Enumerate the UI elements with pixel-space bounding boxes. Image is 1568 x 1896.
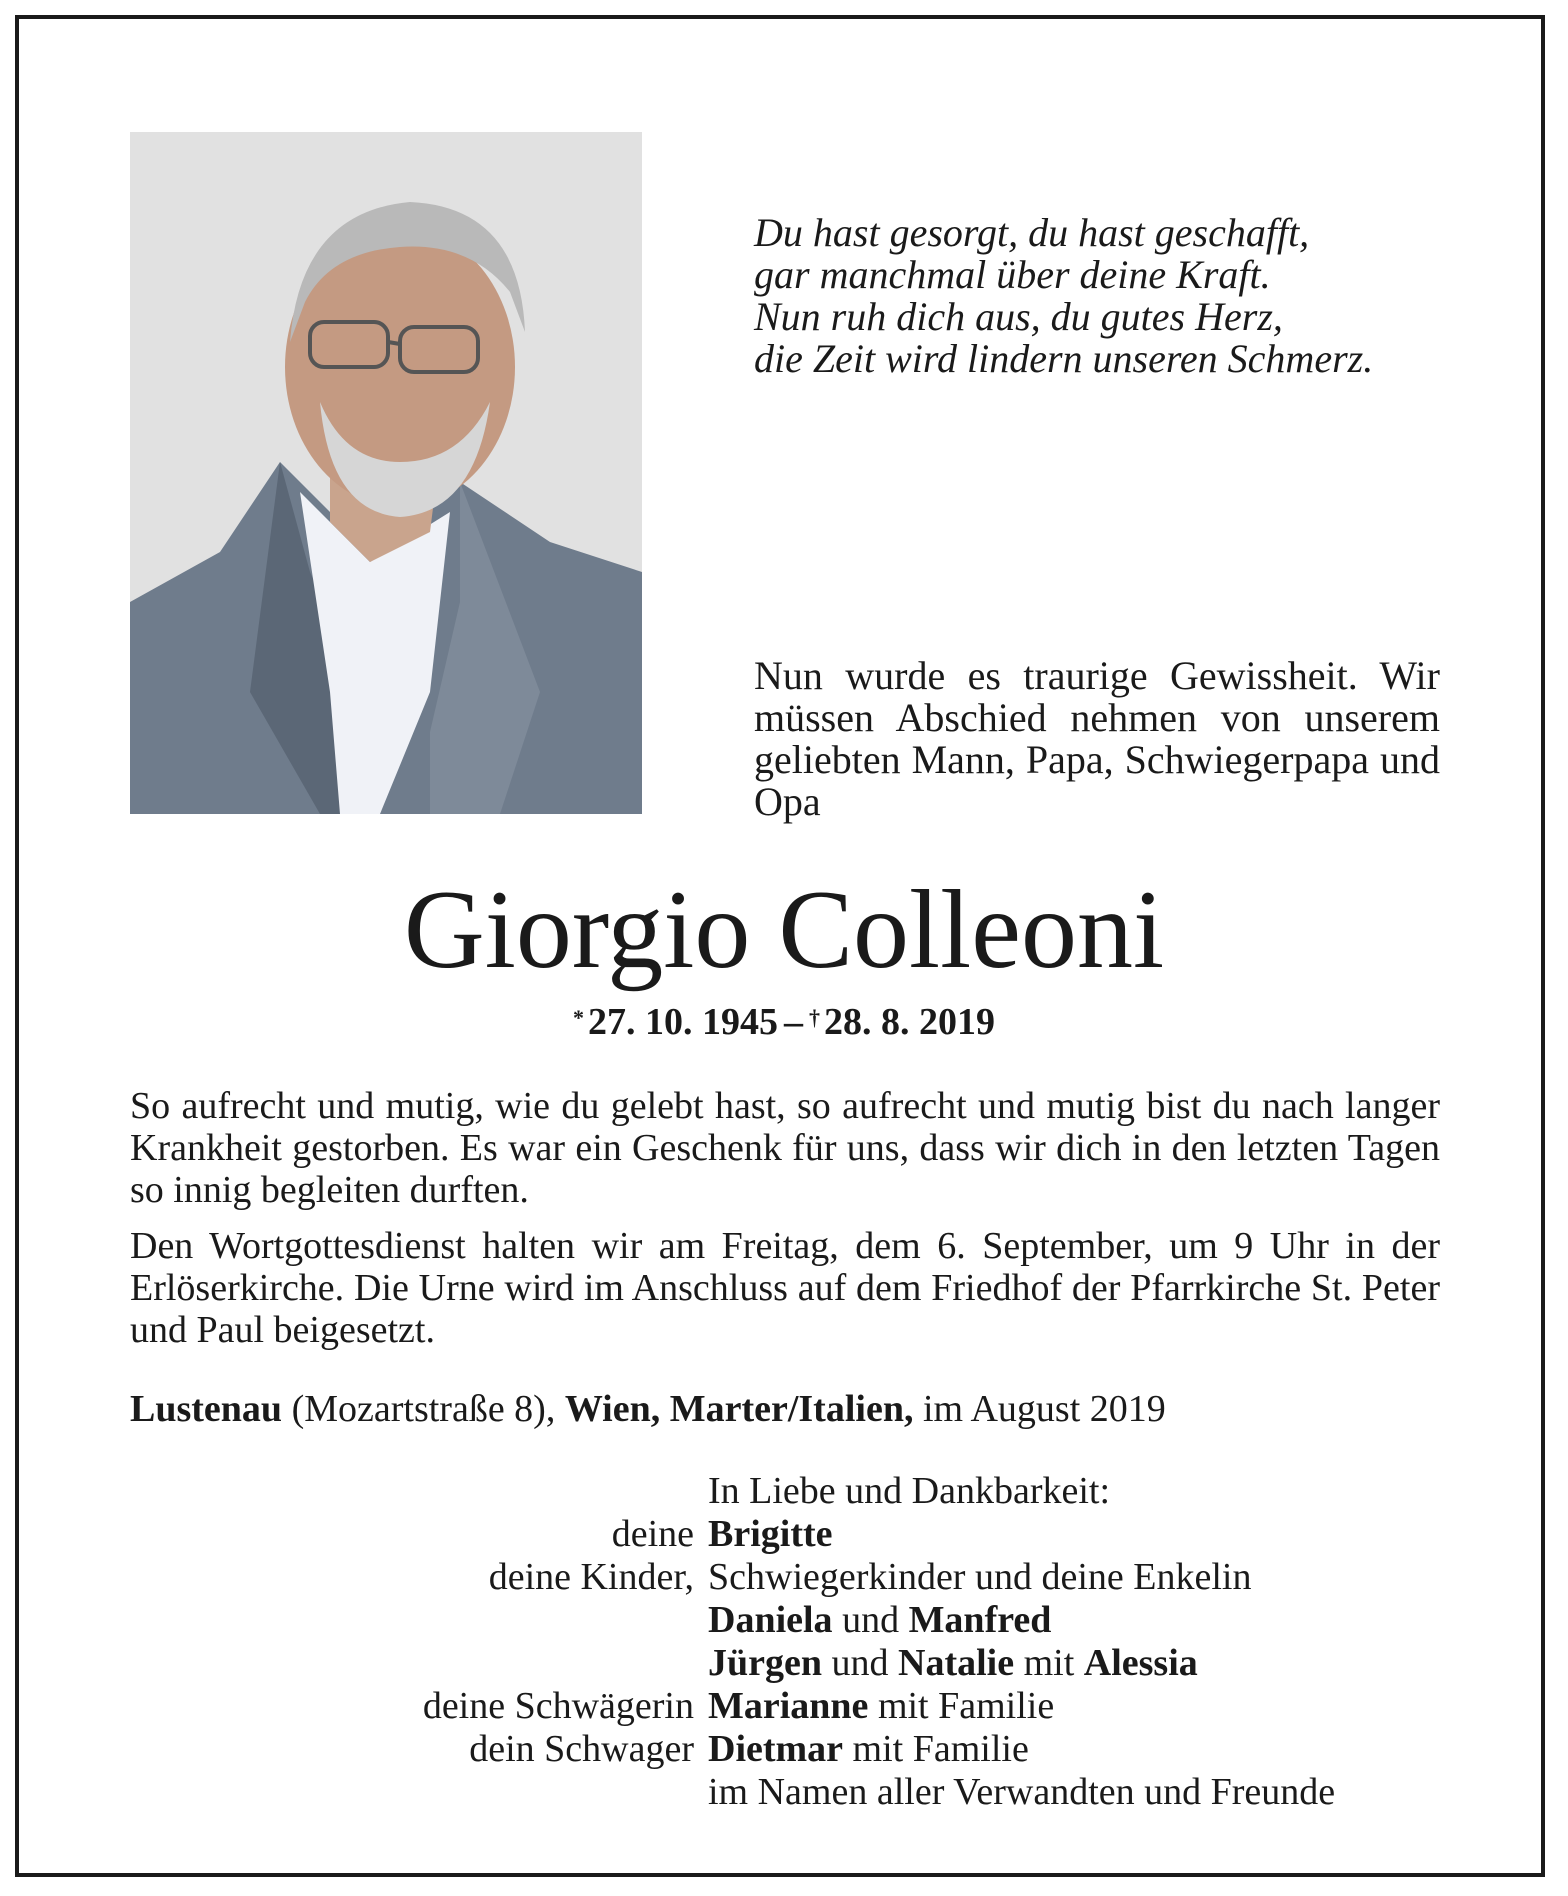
signoff-heading: In Liebe und Dankbarkeit: [708, 1470, 1111, 1512]
place-address: (Mozartstraße 8), [291, 1388, 556, 1430]
signoff-name: Marianne [708, 1685, 869, 1727]
portrait-photo [130, 132, 642, 814]
death-symbol: † [809, 1005, 820, 1030]
place-city: Lustenau [130, 1388, 283, 1430]
place-date: im August 2019 [922, 1388, 1166, 1430]
intro-text: Nun wurde es traurige Gewissheit. Wir müssen Abschied nehmen von unserem geliebten Mann, Papa, Schwiegerpapa und Opa [754, 653, 1440, 824]
death-date: 28. 8. 2019 [824, 1001, 995, 1043]
signoff-heading-row [0, 1470, 1568, 1513]
signoff-text: und [822, 1642, 898, 1684]
signoff-label: deine [611, 1513, 694, 1555]
signoff-names [708, 1556, 1251, 1599]
signoff-label [0, 1642, 708, 1685]
signoff-text: und [832, 1599, 909, 1641]
signoff-label [0, 1771, 708, 1814]
signoff-label: dein Schwager [469, 1728, 694, 1770]
signoff-label [0, 1599, 708, 1642]
signoff-block [0, 1470, 1568, 1814]
deceased-name: Giorgio Colleoni [403, 868, 1165, 992]
poem-line: die Zeit wird lindern unseren Schmerz. [754, 336, 1374, 381]
signoff-row [0, 1728, 1568, 1771]
place-other: Wien, Marter/Italien, [564, 1388, 914, 1430]
signoff-name: Daniela [708, 1599, 833, 1641]
signoff-name: Jürgen [708, 1642, 822, 1684]
signoff-row [0, 1556, 1568, 1599]
poem-line: Nun ruh dich aus, du gutes Herz, [754, 294, 1283, 339]
place-date-line [130, 1388, 1166, 1430]
signoff-row [0, 1642, 1568, 1685]
signoff-text: mit Familie [843, 1728, 1029, 1770]
birth-date: 27. 10. 1945 [588, 1001, 778, 1043]
signoff-row [0, 1771, 1568, 1814]
signoff-name: Alessia [1083, 1642, 1198, 1684]
signoff-name: Brigitte [708, 1513, 833, 1555]
signoff-names [708, 1771, 1335, 1814]
poem [754, 212, 1373, 380]
signoff-text: im Namen aller Verwandten und Freunde [708, 1771, 1336, 1813]
signoff-names [708, 1513, 833, 1556]
birth-symbol: * [573, 1005, 584, 1030]
poem-line: Du hast gesorgt, du hast geschafft, [754, 210, 1310, 255]
paragraph-tribute: So aufrecht und mutig, wie du gelebt hast, so aufrecht und mutig bist du nach langer Krankheit gestorben. Es war ein Geschenk für uns, dass wir dich in den letzten Tagen so innig begleiten durften. [130, 1085, 1440, 1211]
signoff-name: Natalie [898, 1642, 1015, 1684]
signoff-label [0, 1470, 708, 1513]
signoff-name: Dietmar [708, 1728, 844, 1770]
poem-line: gar manchmal über deine Kraft. [754, 252, 1271, 297]
signoff-name: Manfred [908, 1599, 1052, 1641]
signoff-names [708, 1685, 1054, 1728]
signoff-text: mit [1014, 1642, 1084, 1684]
life-dates [0, 1000, 1568, 1044]
signoff-text: mit Familie [868, 1685, 1055, 1727]
signoff-names [708, 1728, 1029, 1771]
signoff-row [0, 1599, 1568, 1642]
signoff-label: deine Schwägerin [422, 1685, 694, 1727]
signoff-row [0, 1685, 1568, 1728]
paragraph-service: Den Wortgottesdienst halten wir am Freitag, dem 6. September, um 9 Uhr in der Erlöserkirche. Die Urne wird im Anschluss auf dem Friedhof der Pfarrkirche St. Peter und Paul beigesetzt. [130, 1225, 1440, 1351]
signoff-names [708, 1599, 1051, 1642]
date-separator: – [784, 1001, 803, 1043]
signoff-names [708, 1642, 1198, 1685]
signoff-text: Schwiegerkinder und deine Enkelin [708, 1556, 1252, 1598]
signoff-label: deine Kinder, [488, 1556, 694, 1598]
signoff-row [0, 1513, 1568, 1556]
